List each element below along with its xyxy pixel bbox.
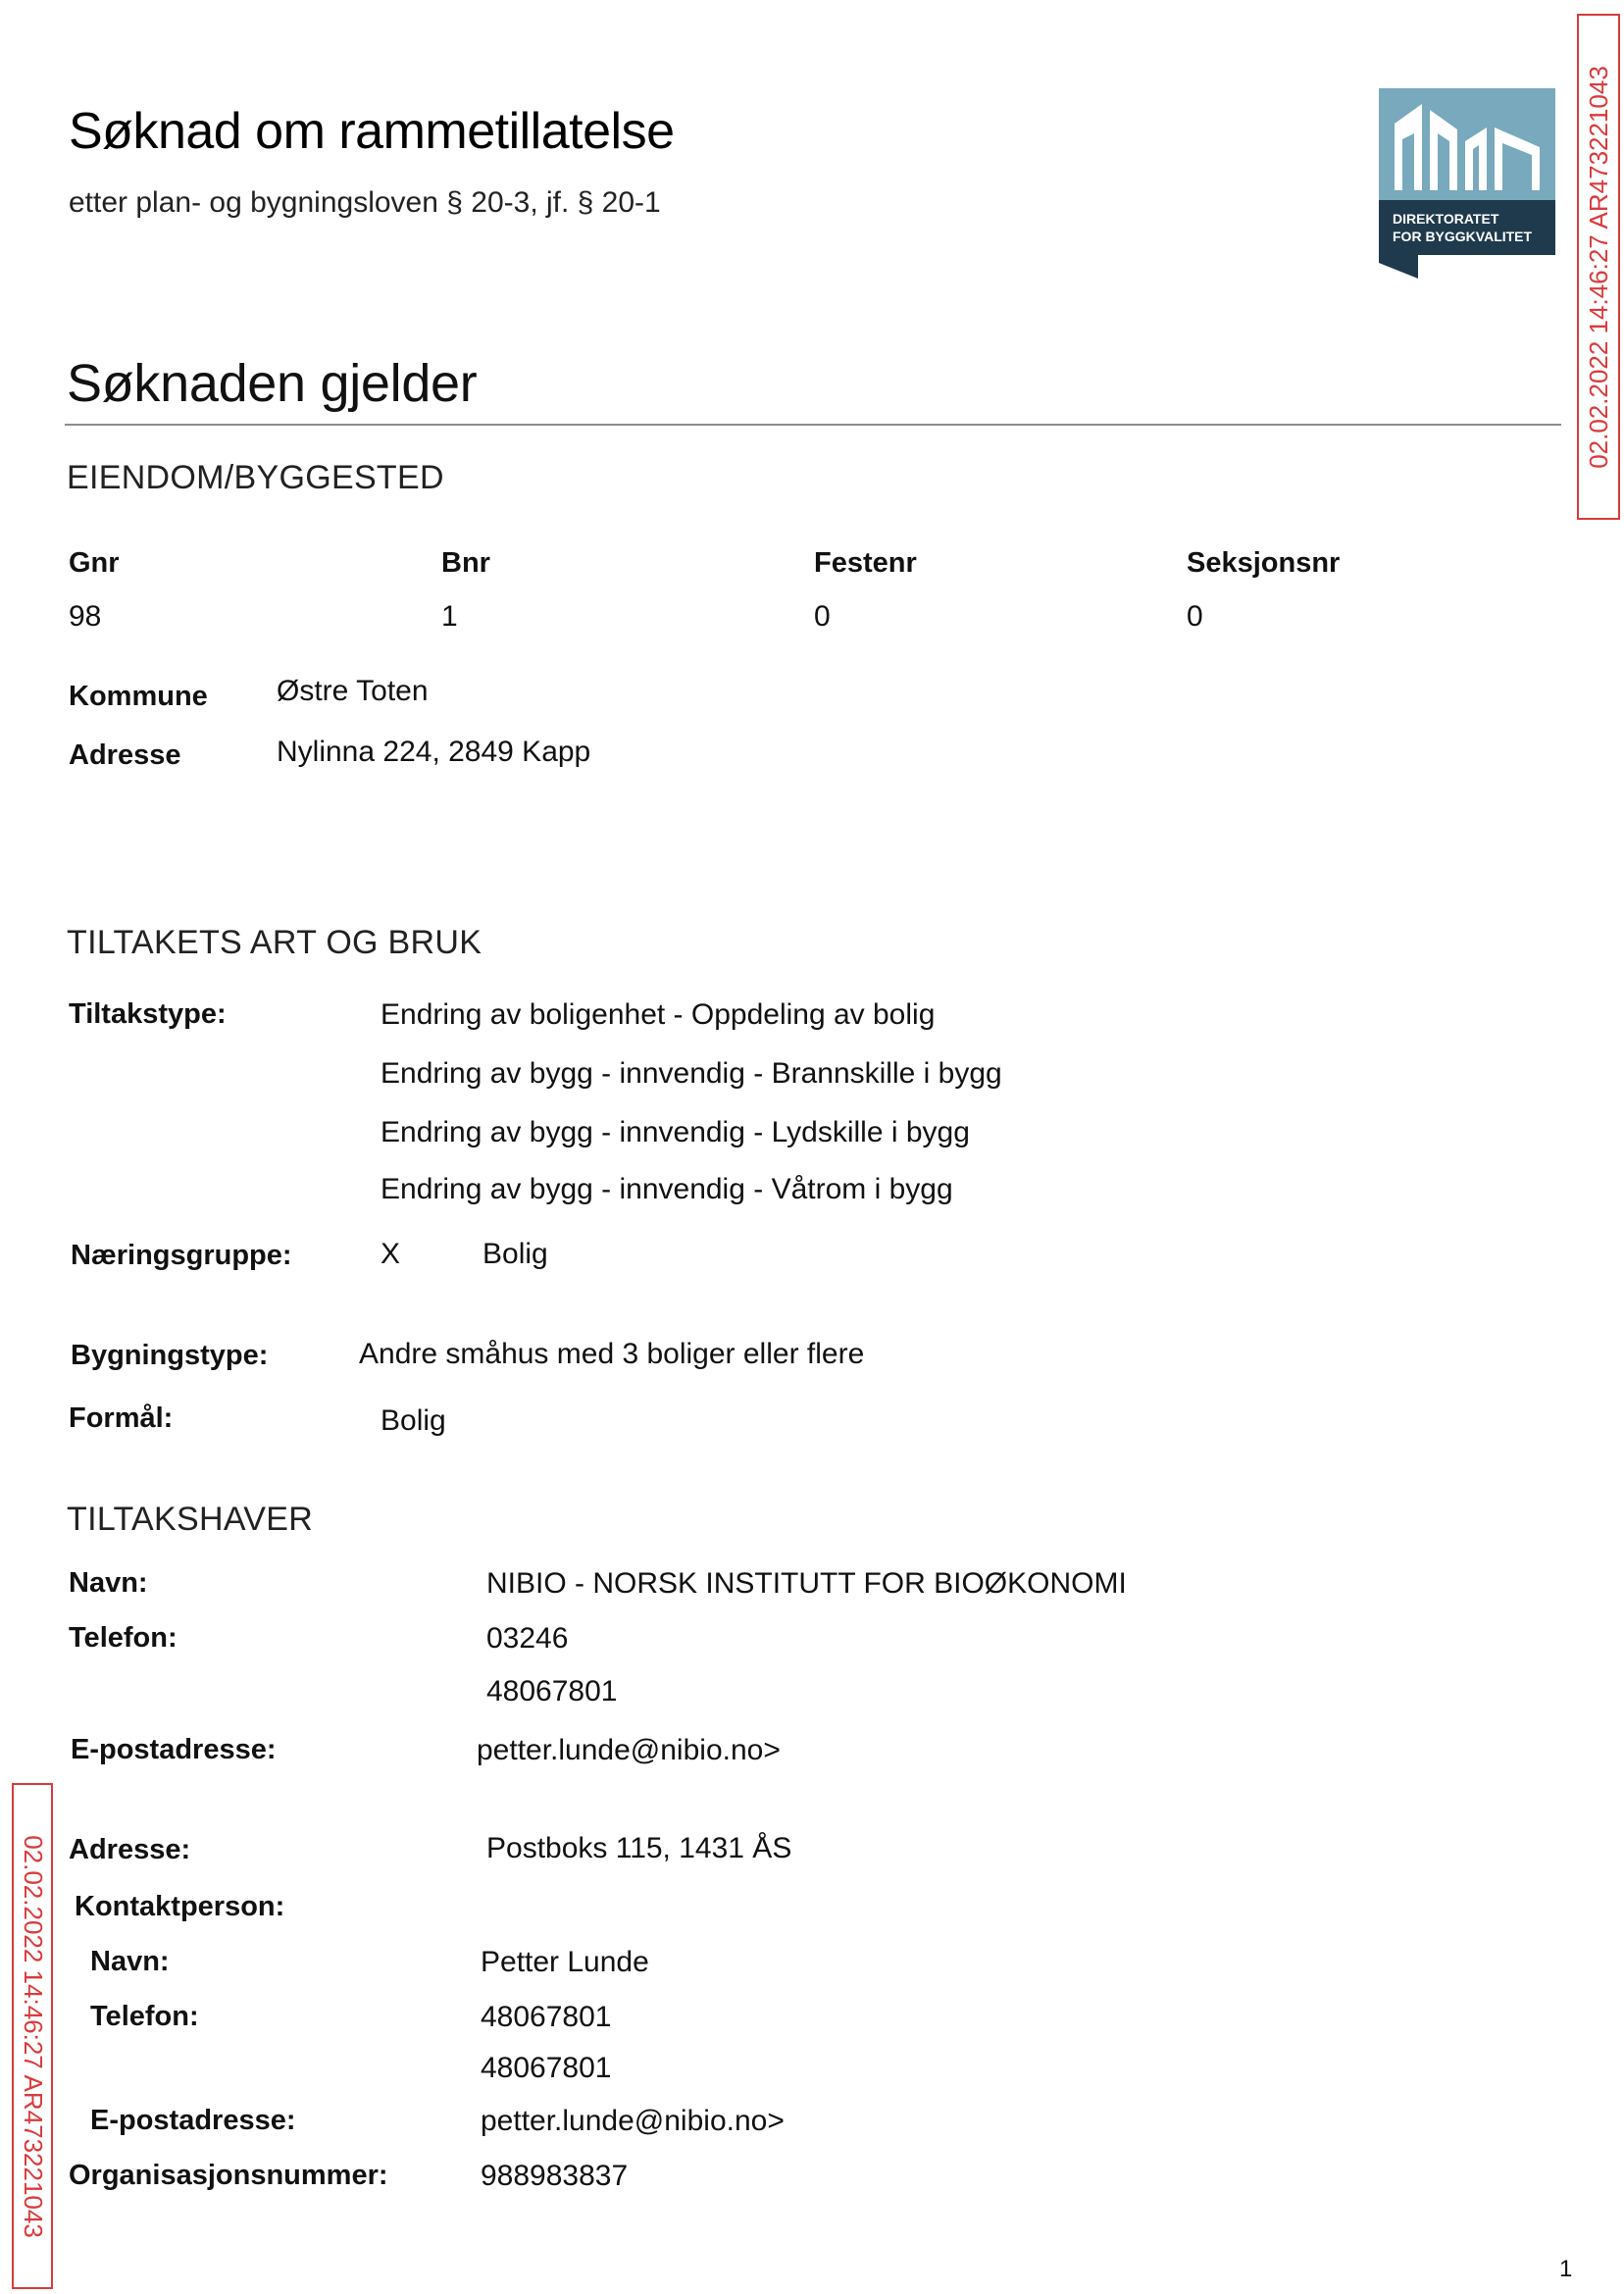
naeringsgruppe-value: Bolig	[482, 1238, 548, 1270]
tiltakstype-label: Tiltakstype:	[69, 998, 227, 1030]
orgnr-value: 988983837	[481, 2160, 629, 2192]
adresse-label: Adresse	[69, 739, 181, 771]
logo-line-2: FOR BYGGKVALITET	[1393, 229, 1533, 244]
kontakt-telefon-2: 48067801	[481, 2052, 612, 2084]
bygningstype-value: Andre småhus med 3 boliger eller flere	[359, 1338, 865, 1370]
document-subtitle: etter plan- og bygningsloven § 20-3, jf. § 20-1	[69, 186, 661, 219]
tiltakstype-item: Endring av bygg - innvendig - Lydskille i bygg	[381, 1116, 970, 1148]
kommune-label: Kommune	[69, 681, 208, 712]
archive-stamp-left	[12, 1783, 53, 2289]
bnr-label: Bnr	[441, 547, 490, 579]
dibk-logo	[1379, 88, 1555, 279]
naeringsgruppe-label: Næringsgruppe:	[71, 1240, 292, 1271]
kontakt-navn-label: Navn:	[90, 1946, 170, 1977]
tiltak-heading: TILTAKETS ART OG BRUK	[67, 924, 482, 961]
tiltakstype-item: Endring av bygg - innvendig - Brannskille i bygg	[381, 1057, 1002, 1090]
bnr-value: 1	[441, 600, 458, 633]
section-divider	[65, 424, 1561, 426]
seksjonsnr-label: Seksjonsnr	[1187, 547, 1341, 579]
kontakt-epost-label: E-postadresse:	[90, 2105, 296, 2136]
orgnr-label: Organisasjonsnummer:	[69, 2160, 388, 2191]
formaal-label: Formål:	[69, 1402, 174, 1434]
gnr-label: Gnr	[69, 547, 120, 579]
tiltakshaver-epost-value: petter.lunde@nibio.no>	[477, 1734, 781, 1766]
kontakt-telefon-label: Telefon:	[90, 2001, 199, 2032]
kontakt-epost-value: petter.lunde@nibio.no>	[481, 2105, 785, 2137]
tiltakstype-item: Endring av boligenhet - Oppdeling av bolig	[381, 998, 936, 1031]
festenr-value: 0	[814, 600, 831, 633]
naeringsgruppe-code: X	[381, 1238, 401, 1270]
tiltakshaver-navn-label: Navn:	[69, 1567, 148, 1599]
tiltakshaver-adresse-value: Postboks 115, 1431 ÅS	[486, 1832, 792, 1864]
tiltakshaver-epost-label: E-postadresse:	[71, 1734, 277, 1765]
page-number: 1	[1559, 2256, 1573, 2282]
document-title: Søknad om rammetillatelse	[69, 103, 675, 160]
bygningstype-label: Bygningstype:	[71, 1340, 269, 1371]
tiltakshaver-telefon-1: 03246	[486, 1622, 569, 1655]
tiltakstype-item: Endring av bygg - innvendig - Våtrom i bygg	[381, 1173, 953, 1205]
tiltakshaver-adresse-label: Adresse:	[69, 1834, 191, 1865]
tiltakshaver-heading: TILTAKSHAVER	[67, 1501, 314, 1538]
archive-stamp-right-text: 02.02.2022 14:46:27 AR473221043	[1583, 65, 1613, 469]
tiltakshaver-telefon-label: Telefon:	[69, 1622, 178, 1654]
kontakt-navn-value: Petter Lunde	[481, 1946, 649, 1978]
formaal-value: Bolig	[381, 1404, 446, 1437]
kommune-value: Østre Toten	[277, 675, 429, 707]
kontaktperson-label: Kontaktperson:	[75, 1891, 285, 1922]
archive-stamp-left-text: 02.02.2022 14:46:27 AR473221043	[18, 1834, 48, 2238]
festenr-label: Festenr	[814, 547, 917, 579]
archive-stamp-right	[1577, 14, 1620, 520]
section-title: Søknaden gjelder	[67, 354, 478, 413]
tiltakshaver-navn-value: NIBIO - NORSK INSTITUTT FOR BIOØKONOMI	[486, 1567, 1127, 1600]
adresse-value: Nylinna 224, 2849 Kapp	[277, 736, 591, 768]
kontakt-telefon-1: 48067801	[481, 2001, 612, 2033]
dibk-logo-icon	[1379, 88, 1555, 279]
gnr-value: 98	[69, 600, 102, 633]
eiendom-heading: EIENDOM/BYGGESTED	[67, 459, 444, 496]
logo-line-1: DIREKTORATET	[1393, 211, 1499, 227]
seksjonsnr-value: 0	[1187, 600, 1203, 633]
tiltakshaver-telefon-2: 48067801	[486, 1675, 618, 1708]
